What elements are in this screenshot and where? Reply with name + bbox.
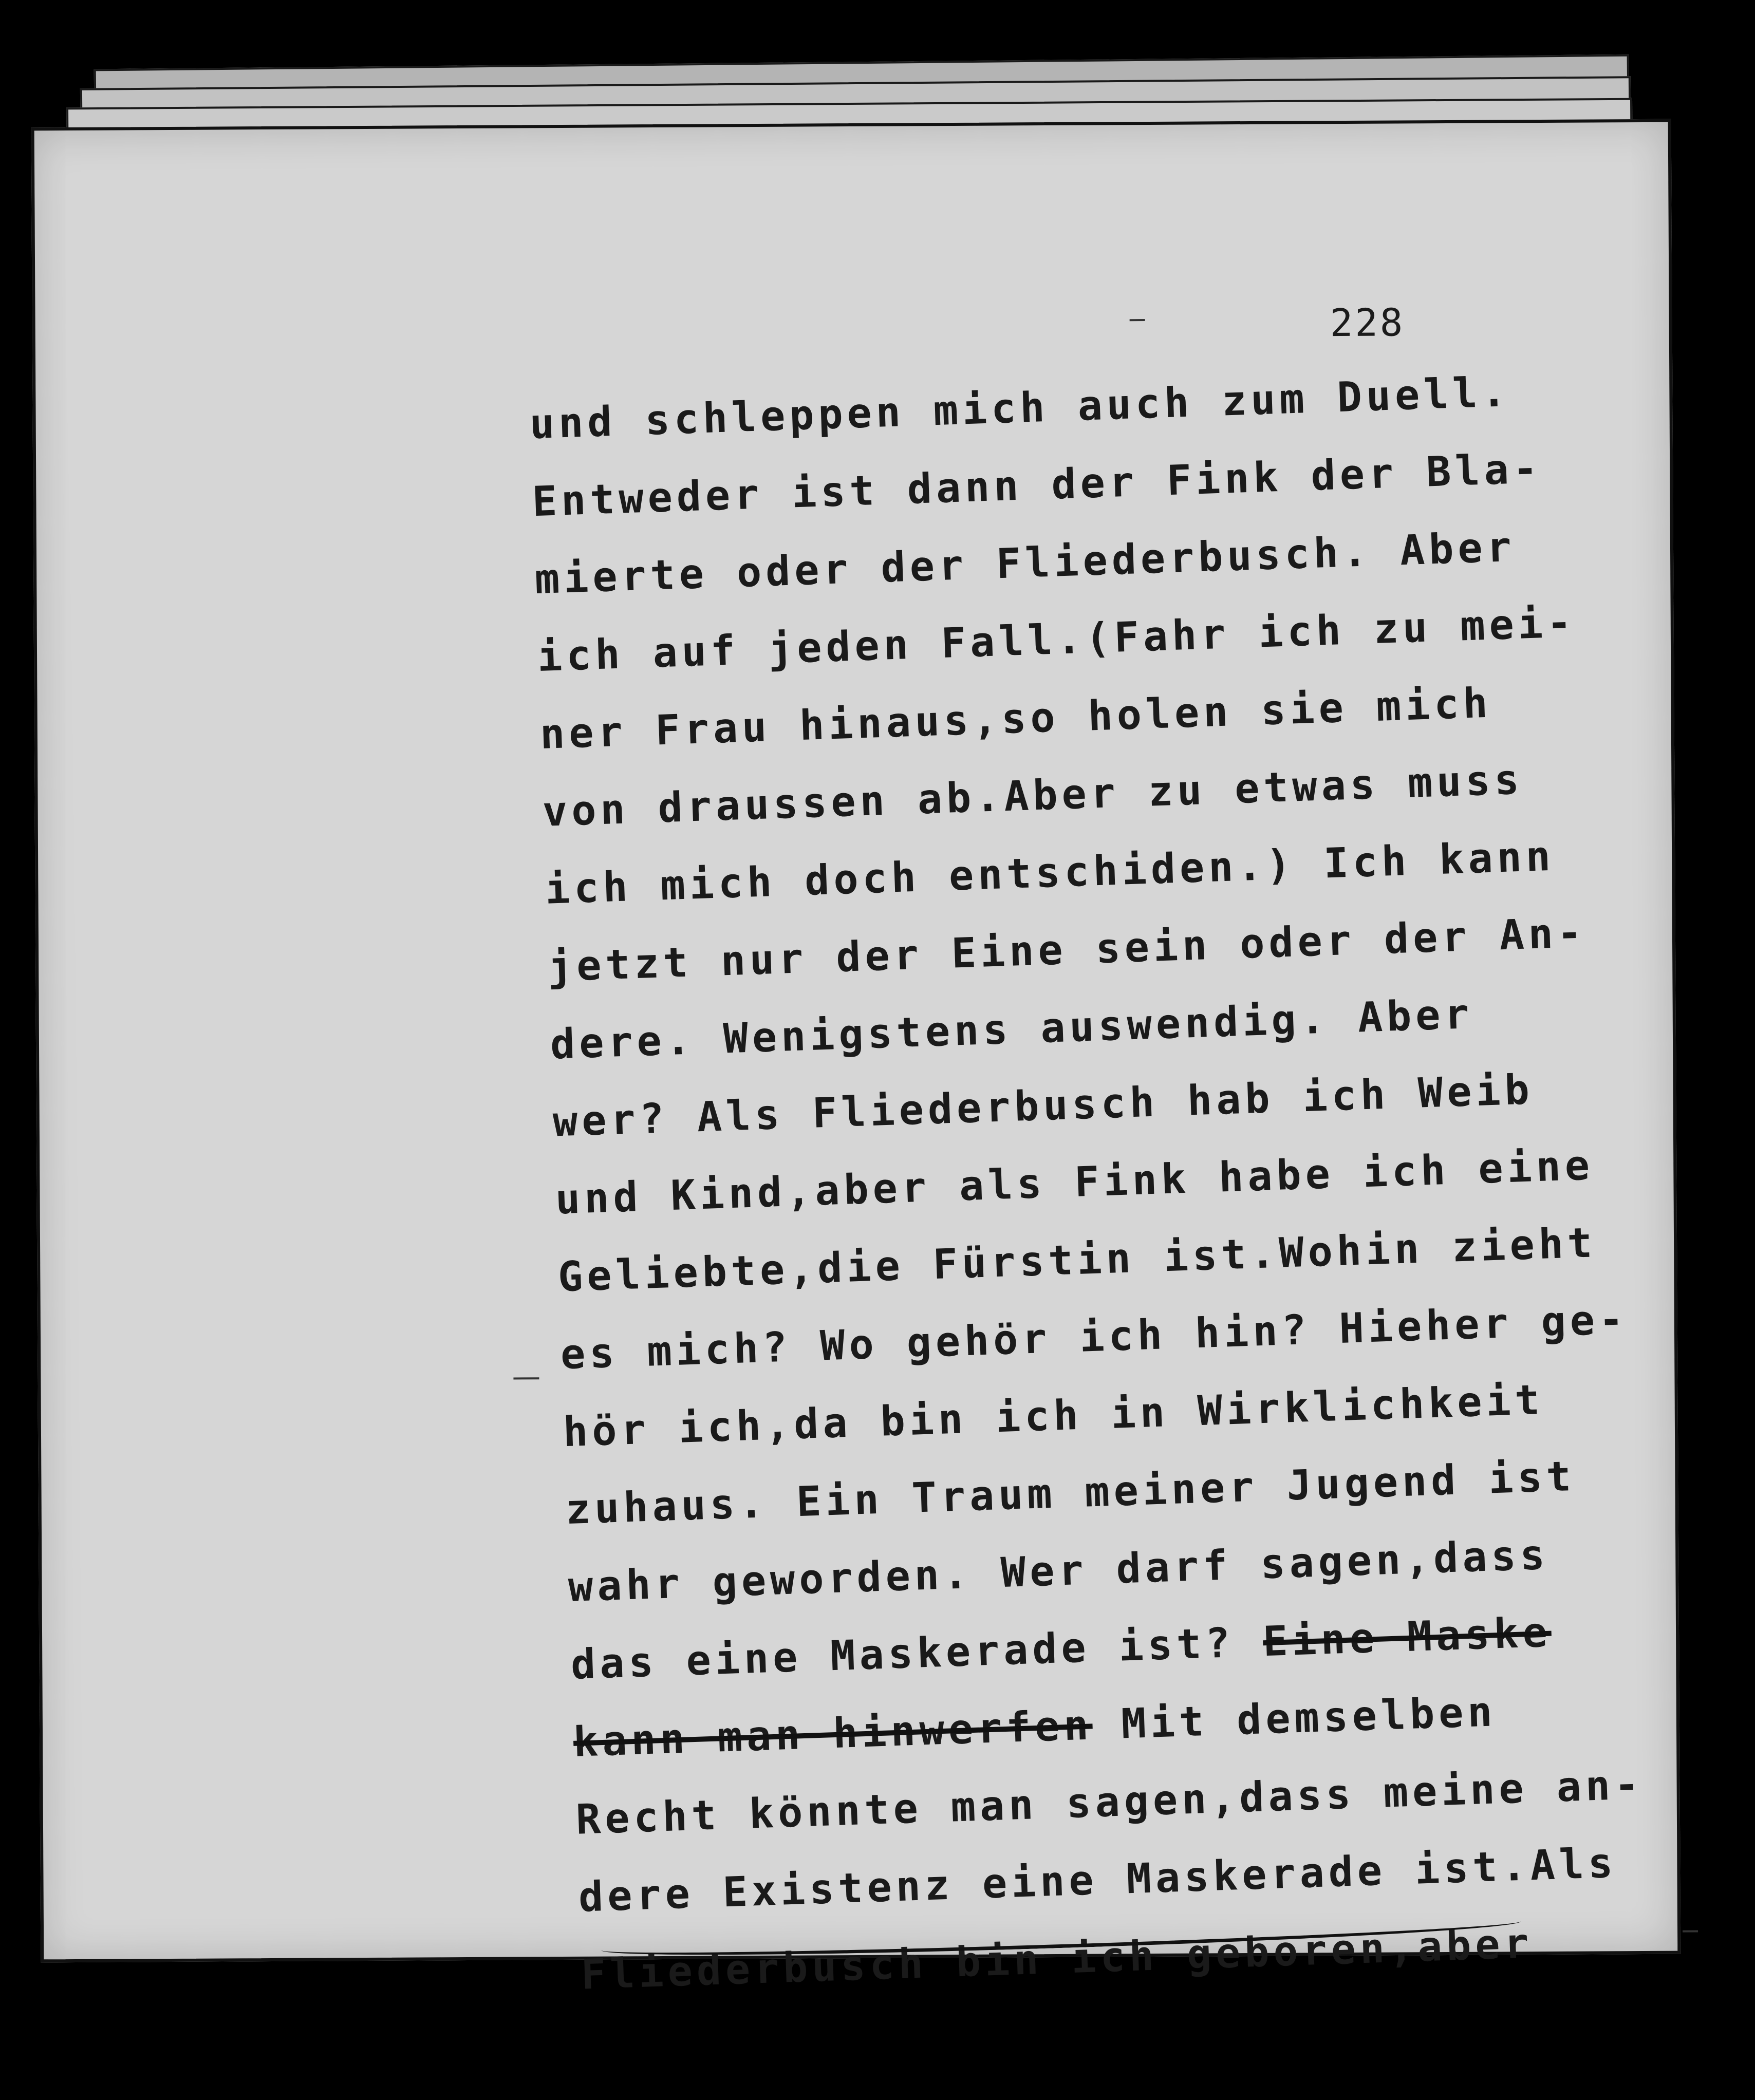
margin-mark <box>513 1377 539 1379</box>
text-segment: das eine Maskerade ist? <box>570 1618 1264 1689</box>
margin-mark <box>1130 319 1145 321</box>
text-line: wer? Als Fliederbusch hab ich Weib <box>552 1065 1535 1146</box>
text-line: dere. Wenigstens auswendig. Aber <box>549 990 1474 1068</box>
text-line: ich auf jeden Fall.(Fahr ich zu mei- <box>536 598 1577 681</box>
text-line: ner Frau hinaus,so holen sie mich <box>539 679 1492 758</box>
text-line: Geliebte,die Fürstin ist.Wohin zieht <box>557 1218 1597 1301</box>
text-line: Entweder ist dann der Fink der Bla- <box>531 444 1543 526</box>
text-line: jetzt nur der Eine sein oder der An- <box>547 908 1587 991</box>
typed-text-block <box>529 367 1644 2029</box>
text-line: wahr geworden. Wer darf sagen,dass <box>567 1530 1550 1611</box>
text-segment: Mit demselben <box>1091 1688 1497 1749</box>
text-line: mierte oder der Fliederbusch. Aber <box>534 522 1517 604</box>
text-line: ich mich doch entschiden.) Ich kann <box>544 832 1556 913</box>
struck-text: kann man hinwerfen <box>572 1701 1094 1766</box>
text-line: von draussen ab.Aber zu etwas muss <box>542 755 1524 836</box>
text-line: und schleppen mich auch zum Duell. <box>529 368 1511 448</box>
margin-mark <box>1683 1930 1698 1932</box>
struck-text: Eine Maske <box>1262 1608 1553 1666</box>
page-number: 228 <box>1330 301 1405 346</box>
text-line: und Kind,aber als Fink habe ich eine <box>554 1141 1595 1224</box>
text-line: Fliederbusch bin ich geboren,aber <box>580 1919 1534 1999</box>
typescript-page <box>31 119 1681 1999</box>
text-line: es mich? Wo gehör ich hin? Hieher ge- <box>559 1295 1629 1379</box>
text-line: Recht könnte man sagen,dass meine an- <box>575 1760 1644 1844</box>
text-line: hör ich,da bin ich in Wirklichkeit <box>562 1375 1545 1456</box>
text-line: zuhaus. Ein Traum meiner Jugend ist <box>565 1452 1576 1534</box>
text-line: dere Existenz eine Maskerade ist.Als <box>577 1839 1618 1921</box>
